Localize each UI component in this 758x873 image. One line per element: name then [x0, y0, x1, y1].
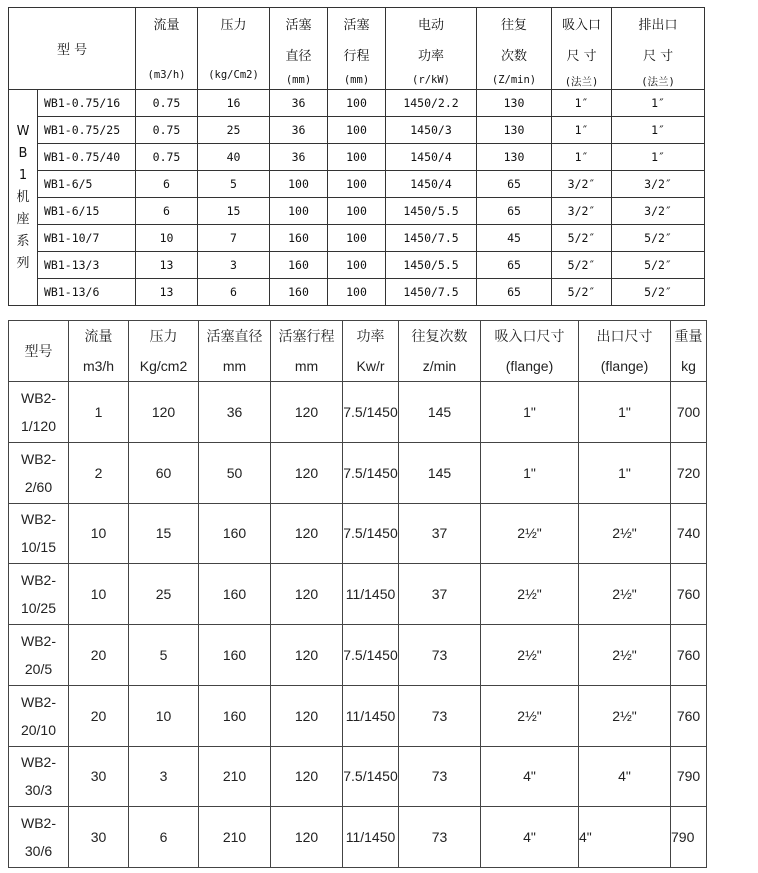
cell-pressure: 5 [198, 171, 270, 198]
header-pressure: 压力 Kg/cm2 [129, 321, 199, 382]
header-piston-stroke: 活塞行程 mm [271, 321, 343, 382]
cell-piston-diameter: 210 [199, 807, 271, 868]
table-row [9, 625, 707, 686]
cell-power: 7.5/1450 [343, 625, 399, 686]
cell-power: 7.5/1450 [343, 382, 399, 443]
cell-piston-diameter: 160 [270, 252, 328, 279]
cell-motor-power: 1450/2.2 [386, 90, 477, 117]
cell-power: 11/1450 [343, 685, 399, 746]
cell-strokes: 73 [399, 807, 481, 868]
cell-model: WB1-10/7 [38, 225, 136, 252]
cell-piston-stroke: 100 [328, 252, 386, 279]
cell-strokes: 145 [399, 442, 481, 503]
cell-piston-stroke: 100 [328, 279, 386, 306]
cell-flow: 6 [136, 171, 198, 198]
cell-model: WB2- 30/3 [9, 746, 69, 807]
cell-piston-diameter: 160 [199, 564, 271, 625]
cell-model: WB1-13/6 [38, 279, 136, 306]
cell-pressure: 60 [129, 442, 199, 503]
header-flow: 流量 (m3/h) [136, 8, 198, 90]
cell-power: 11/1450 [343, 564, 399, 625]
cell-flow: 0.75 [136, 144, 198, 171]
cell-inlet: 1″ [552, 144, 612, 171]
cell-piston-stroke: 100 [328, 198, 386, 225]
table-row [9, 685, 707, 746]
cell-pressure: 16 [198, 90, 270, 117]
cell-inlet: 5/2″ [552, 252, 612, 279]
cell-piston-stroke: 120 [271, 746, 343, 807]
cell-model: WB1-0.75/16 [38, 90, 136, 117]
cell-motor-power: 1450/4 [386, 171, 477, 198]
cell-flow: 20 [69, 685, 129, 746]
table-row [9, 198, 705, 225]
cell-model: WB1-6/15 [38, 198, 136, 225]
cell-flow: 13 [136, 252, 198, 279]
table-header-row [9, 321, 707, 382]
table-row [9, 117, 705, 144]
cell-strokes: 145 [399, 382, 481, 443]
cell-outlet: 5/2″ [612, 225, 705, 252]
cell-pressure: 40 [198, 144, 270, 171]
cell-model: WB2- 1/120 [9, 382, 69, 443]
cell-piston-diameter: 50 [199, 442, 271, 503]
cell-outlet: 5/2″ [612, 252, 705, 279]
header-outlet-size: 排出口 尺 寸 (法兰) [612, 8, 705, 90]
cell-strokes: 65 [477, 252, 552, 279]
header-pressure: 压力 (kg/Cm2) [198, 8, 270, 90]
header-model: 型 号 [9, 8, 136, 90]
cell-outlet: 3/2″ [612, 171, 705, 198]
table-row [9, 171, 705, 198]
cell-motor-power: 1450/5.5 [386, 198, 477, 225]
cell-pressure: 25 [198, 117, 270, 144]
cell-flow: 6 [136, 198, 198, 225]
header-flow: 流量 m3/h [69, 321, 129, 382]
series-label: W B 1 机 座 系 列 [9, 90, 38, 306]
cell-piston-stroke: 120 [271, 503, 343, 564]
cell-flow: 30 [69, 746, 129, 807]
cell-pressure: 6 [198, 279, 270, 306]
cell-strokes: 65 [477, 171, 552, 198]
table-row [9, 279, 705, 306]
cell-flow: 10 [69, 503, 129, 564]
cell-pressure: 120 [129, 382, 199, 443]
cell-model: WB2- 2/60 [9, 442, 69, 503]
header-inlet-size: 吸入口尺寸 (flange) [481, 321, 579, 382]
cell-strokes: 130 [477, 117, 552, 144]
cell-piston-diameter: 36 [270, 90, 328, 117]
cell-inlet: 4" [481, 746, 579, 807]
table-row [9, 225, 705, 252]
cell-pressure: 3 [198, 252, 270, 279]
cell-outlet: 5/2″ [612, 279, 705, 306]
cell-outlet: 1″ [612, 117, 705, 144]
cell-piston-stroke: 120 [271, 685, 343, 746]
header-strokes: 往复次数 z/min [399, 321, 481, 382]
cell-piston-stroke: 100 [328, 144, 386, 171]
cell-weight: 790 [671, 807, 707, 868]
cell-flow: 2 [69, 442, 129, 503]
table-row [9, 746, 707, 807]
cell-piston-stroke: 100 [328, 90, 386, 117]
cell-strokes: 65 [477, 198, 552, 225]
cell-strokes: 130 [477, 90, 552, 117]
cell-weight: 720 [671, 442, 707, 503]
cell-outlet: 2½" [579, 564, 671, 625]
cell-outlet: 3/2″ [612, 198, 705, 225]
cell-piston-stroke: 120 [271, 382, 343, 443]
cell-motor-power: 1450/5.5 [386, 252, 477, 279]
cell-model: WB1-13/3 [38, 252, 136, 279]
header-strokes: 往复 次数 (Z/min) [477, 8, 552, 90]
cell-piston-diameter: 36 [199, 382, 271, 443]
cell-pressure: 6 [129, 807, 199, 868]
cell-outlet: 4" [579, 807, 671, 868]
cell-piston-diameter: 100 [270, 198, 328, 225]
cell-power: 7.5/1450 [343, 746, 399, 807]
header-weight: 重量 kg [671, 321, 707, 382]
cell-weight: 760 [671, 625, 707, 686]
table-row [9, 382, 707, 443]
cell-model: WB2- 10/25 [9, 564, 69, 625]
cell-inlet: 2½" [481, 625, 579, 686]
cell-flow: 1 [69, 382, 129, 443]
header-power: 功率 Kw/r [343, 321, 399, 382]
wb2-spec-table [8, 320, 707, 868]
cell-outlet: 2½" [579, 503, 671, 564]
cell-pressure: 5 [129, 625, 199, 686]
cell-motor-power: 1450/7.5 [386, 225, 477, 252]
cell-strokes: 130 [477, 144, 552, 171]
cell-inlet: 1″ [552, 117, 612, 144]
cell-model: WB2- 20/5 [9, 625, 69, 686]
cell-strokes: 37 [399, 503, 481, 564]
cell-inlet: 1" [481, 382, 579, 443]
cell-strokes: 73 [399, 625, 481, 686]
cell-piston-diameter: 36 [270, 144, 328, 171]
cell-outlet: 1" [579, 382, 671, 443]
cell-piston-diameter: 100 [270, 171, 328, 198]
cell-piston-stroke: 120 [271, 442, 343, 503]
cell-flow: 0.75 [136, 117, 198, 144]
table-row [9, 564, 707, 625]
table-row [9, 807, 707, 868]
cell-piston-diameter: 160 [199, 503, 271, 564]
cell-piston-stroke: 100 [328, 225, 386, 252]
header-piston-stroke: 活塞 行程 (mm) [328, 8, 386, 90]
cell-weight: 700 [671, 382, 707, 443]
cell-weight: 760 [671, 564, 707, 625]
cell-inlet: 3/2″ [552, 198, 612, 225]
table-header-row [9, 8, 705, 90]
cell-power: 7.5/1450 [343, 503, 399, 564]
cell-inlet: 1" [481, 442, 579, 503]
header-piston-diameter: 活塞 直径 (mm) [270, 8, 328, 90]
cell-inlet: 5/2″ [552, 225, 612, 252]
cell-piston-diameter: 36 [270, 117, 328, 144]
cell-pressure: 3 [129, 746, 199, 807]
cell-flow: 0.75 [136, 90, 198, 117]
cell-piston-diameter: 160 [199, 685, 271, 746]
header-model: 型号 [9, 321, 69, 382]
header-inlet-size: 吸入口 尺 寸 (法兰) [552, 8, 612, 90]
cell-motor-power: 1450/7.5 [386, 279, 477, 306]
cell-piston-stroke: 100 [328, 171, 386, 198]
cell-strokes: 37 [399, 564, 481, 625]
cell-flow: 20 [69, 625, 129, 686]
cell-model: WB2- 10/15 [9, 503, 69, 564]
cell-strokes: 73 [399, 746, 481, 807]
cell-inlet: 2½" [481, 564, 579, 625]
cell-weight: 740 [671, 503, 707, 564]
cell-strokes: 65 [477, 279, 552, 306]
table-row [9, 90, 705, 117]
cell-weight: 790 [671, 746, 707, 807]
cell-flow: 10 [69, 564, 129, 625]
cell-model: WB1-0.75/25 [38, 117, 136, 144]
cell-pressure: 7 [198, 225, 270, 252]
header-outlet-size: 出口尺寸 (flange) [579, 321, 671, 382]
cell-outlet: 2½" [579, 685, 671, 746]
cell-weight: 760 [671, 685, 707, 746]
cell-flow: 13 [136, 279, 198, 306]
cell-inlet: 2½" [481, 503, 579, 564]
cell-piston-diameter: 210 [199, 746, 271, 807]
cell-strokes: 45 [477, 225, 552, 252]
cell-pressure: 15 [198, 198, 270, 225]
cell-outlet: 1″ [612, 90, 705, 117]
cell-model: WB1-6/5 [38, 171, 136, 198]
header-piston-diameter: 活塞直径 mm [199, 321, 271, 382]
cell-motor-power: 1450/3 [386, 117, 477, 144]
header-motor-power: 电动 功率 (r/kW) [386, 8, 477, 90]
cell-piston-stroke: 120 [271, 807, 343, 868]
wb1-spec-table [8, 7, 705, 306]
cell-model: WB2- 30/6 [9, 807, 69, 868]
cell-inlet: 3/2″ [552, 171, 612, 198]
cell-inlet: 2½" [481, 685, 579, 746]
cell-outlet: 1" [579, 442, 671, 503]
table-row [9, 252, 705, 279]
cell-piston-diameter: 160 [199, 625, 271, 686]
cell-outlet: 4" [579, 746, 671, 807]
cell-outlet: 2½" [579, 625, 671, 686]
cell-piston-stroke: 120 [271, 564, 343, 625]
cell-piston-diameter: 160 [270, 279, 328, 306]
cell-model: WB1-0.75/40 [38, 144, 136, 171]
cell-piston-stroke: 100 [328, 117, 386, 144]
cell-inlet: 4" [481, 807, 579, 868]
cell-flow: 10 [136, 225, 198, 252]
table-row [9, 503, 707, 564]
cell-inlet: 5/2″ [552, 279, 612, 306]
cell-flow: 30 [69, 807, 129, 868]
cell-strokes: 73 [399, 685, 481, 746]
cell-pressure: 10 [129, 685, 199, 746]
cell-pressure: 25 [129, 564, 199, 625]
cell-power: 11/1450 [343, 807, 399, 868]
cell-pressure: 15 [129, 503, 199, 564]
cell-piston-stroke: 120 [271, 625, 343, 686]
cell-piston-diameter: 160 [270, 225, 328, 252]
cell-outlet: 1″ [612, 144, 705, 171]
cell-model: WB2- 20/10 [9, 685, 69, 746]
cell-inlet: 1″ [552, 90, 612, 117]
cell-motor-power: 1450/4 [386, 144, 477, 171]
table-row [9, 442, 707, 503]
table-row [9, 144, 705, 171]
cell-power: 7.5/1450 [343, 442, 399, 503]
